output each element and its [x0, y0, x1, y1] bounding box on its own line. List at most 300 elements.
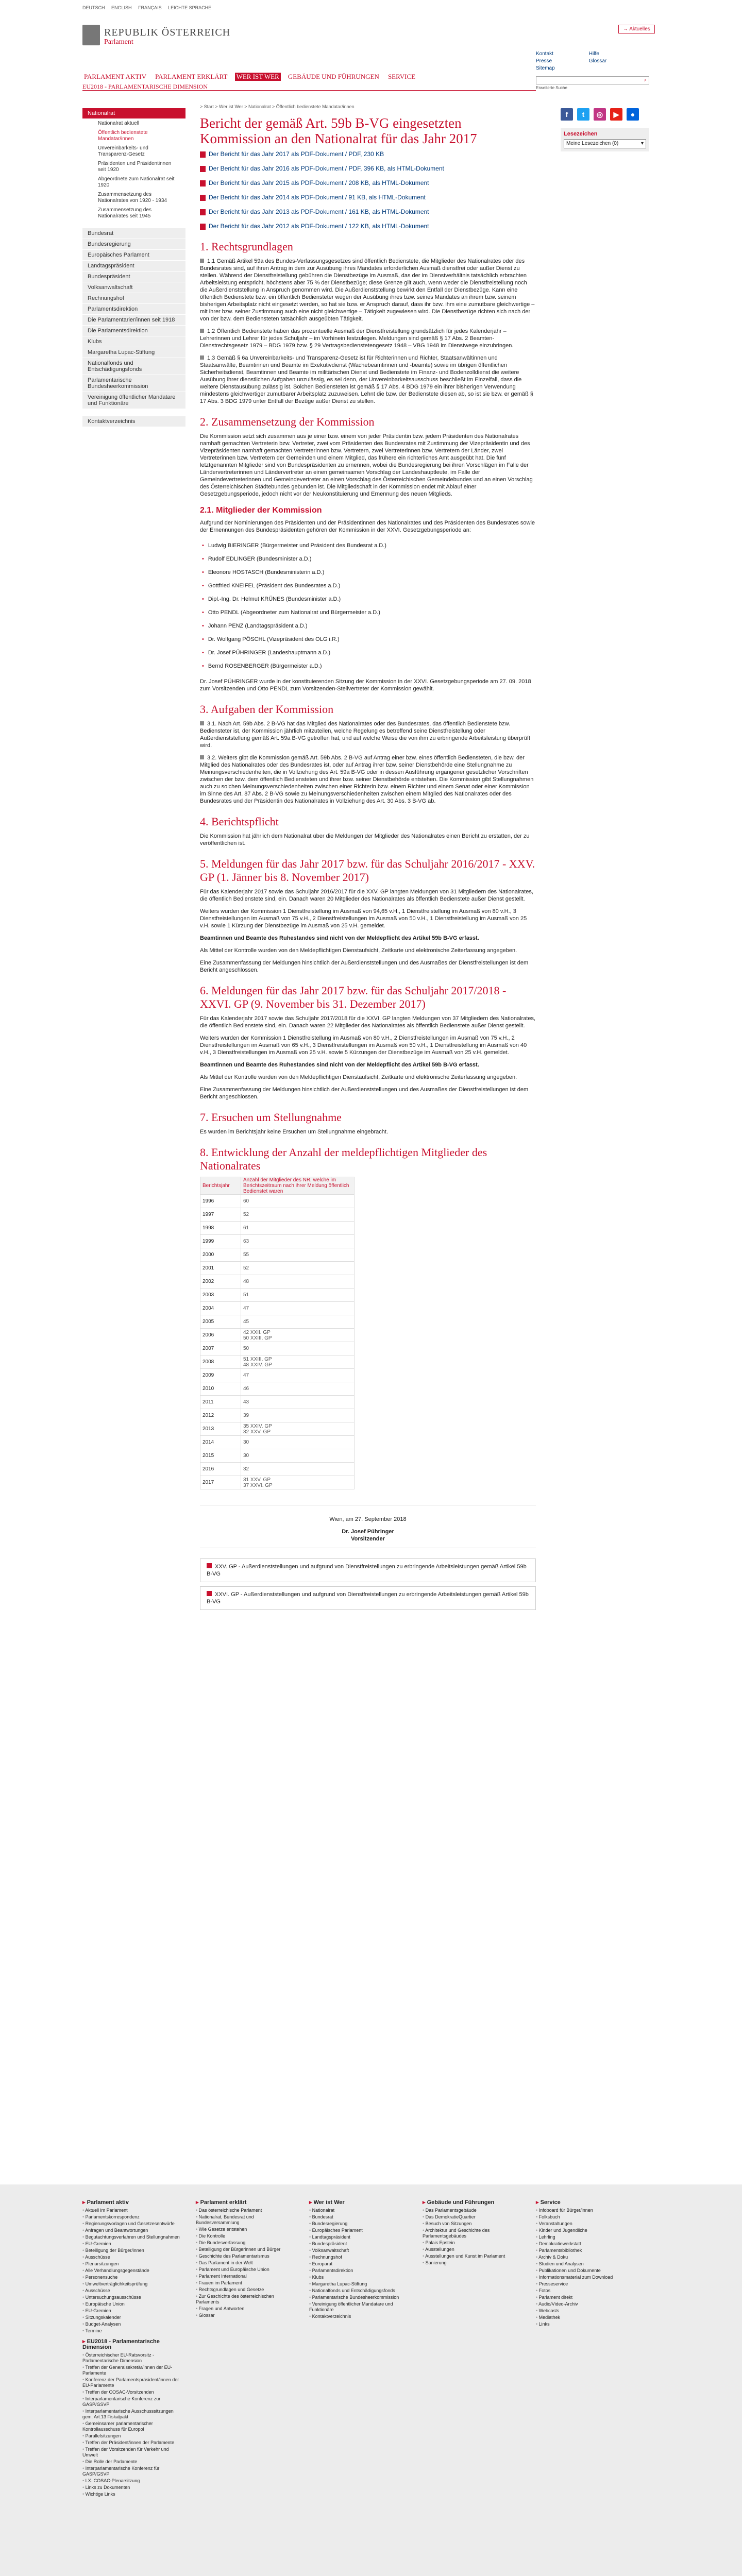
flickr-icon[interactable]: ●	[627, 108, 639, 121]
sidebar-item[interactable]: Nationalrat	[82, 108, 185, 119]
instagram-icon[interactable]: ◎	[594, 108, 606, 121]
pdf-icon	[200, 224, 206, 230]
lang-en[interactable]: ENGLISH	[111, 5, 132, 10]
paragraph: Als Mittel der Kontrolle wurden von den Meldepflichtigen Dienstaufsicht, Zeitkarte und elektronische Zeiterfassung angegeben.	[200, 1074, 517, 1080]
table-row	[200, 1222, 355, 1235]
footer-link[interactable]: • Kontaktverzeichnis	[309, 2314, 407, 2319]
sidebar-item[interactable]: Kontaktverzeichnis	[82, 416, 185, 427]
paragraph: Eine Zusammenfassung der Meldungen hinsichtlich der Außerdienststellungen und des Ausmaßes der Dienstfreistellungen ist dem Bericht angeschlossen.	[200, 1087, 529, 1100]
section-heading: 3. Aufgaben der Kommission	[200, 703, 334, 716]
footer-column	[82, 2200, 180, 2335]
footer-link[interactable]: • Parlament International	[196, 2274, 294, 2279]
sidebar	[82, 108, 185, 427]
footer-column-eu	[82, 2339, 180, 2498]
footer-link[interactable]: • LX. COSAC-Plenarsitzung	[82, 2478, 180, 2484]
footer-link[interactable]: • Personensuche	[82, 2275, 180, 2280]
sidebar-item[interactable]: Abgeordnete zum Nationalrat seit 1920	[98, 176, 175, 188]
footer-link[interactable]: • Treffen der Generalsekretär/innen der EU-Parlamente	[82, 2365, 180, 2376]
table-cell-count: 52	[241, 1208, 355, 1222]
table-cell-count: 52	[241, 1262, 355, 1275]
footer-link[interactable]: • Glossar	[196, 2313, 294, 2318]
sidebar-item[interactable]: Bundespräsident	[82, 272, 185, 282]
main-content	[200, 104, 536, 1614]
bullet-icon	[200, 355, 204, 360]
footer-link[interactable]: • Parallelsitzungen	[82, 2433, 180, 2439]
sidebar-item[interactable]: Parlamentsdirektion	[82, 304, 185, 315]
chevron-down-icon: ▾	[640, 141, 644, 146]
pdf-icon	[200, 166, 206, 172]
member-item: • Johann PENZ (Landtagspräsident a.D.)	[200, 619, 536, 633]
table-row	[200, 1195, 355, 1208]
footer-column	[196, 2200, 294, 2319]
footer-link[interactable]: • Rechnungshof	[309, 2255, 407, 2260]
table-cell-count: 48	[241, 1275, 355, 1289]
table-cell-year: 2013	[200, 1422, 241, 1436]
footer-link[interactable]: • Infoboard für Bürger/innen	[536, 2208, 634, 2213]
paragraph-1-2: 1.2 Öffentlich Bedienstete haben das prozentuelle Ausmaß der Dienstfreistellung grundsätzlich für jedes Kalenderjahr – Lehrerinnen und Lehrer für jedes Schuljahr – im Vorhinein festzulegen. Meldungen sind gemäß § 17 Abs. 2 Beamten-Dienstrechtsgesetz 1979 – BDG 1979 bzw. § 29 Vertragsbedienstetengesetz 1948 – VBG 1948 im Dienstwege einzubringen.	[200, 328, 514, 349]
table-cell-year: 2007	[200, 1342, 241, 1355]
section-heading: 8. Entwicklung der Anzahl der meldepflichtigen Mitglieder des Nationalrates	[200, 1146, 487, 1172]
footer-link[interactable]: • Links	[536, 2321, 634, 2327]
document-link[interactable]: Der Bericht für das Jahr 2017 als PDF-Dokument / PDF, 230 KB	[200, 150, 536, 158]
aktuelles-label: Aktuelles	[629, 26, 650, 32]
footer-link[interactable]: • Treffen der COSAC-Vorsitzenden	[82, 2389, 180, 2395]
member-item: • Eleonore HOSTASCH (Bundesministerin a.D.)	[200, 566, 536, 579]
logo-line2: Parlament	[104, 38, 133, 46]
paragraph: Es wurden im Berichtsjahr keine Ersuchen um Stellungnahme eingebracht.	[200, 1129, 389, 1135]
footer-link[interactable]: • Vereinigung öffentlicher Mandatare und Funktionäre	[309, 2301, 407, 2313]
footer-link[interactable]: • Parlamentskorrespondenz	[82, 2214, 180, 2220]
footer-link[interactable]: • Das Parlamentsgebäude	[423, 2208, 520, 2213]
footer-link[interactable]: • Audio/Video-Archiv	[536, 2301, 634, 2307]
table-cell-year: 1999	[200, 1235, 241, 1248]
table-cell-year: 2010	[200, 1382, 241, 1396]
table-cell-count: 32	[241, 1463, 355, 1476]
footer	[0, 2184, 742, 2576]
paragraph: Beamtinnen und Beamte des Ruhestandes sind nicht von der Meldepflicht des Artikel 59b B-VG erfasst.	[200, 935, 479, 941]
footer-link[interactable]: • Konferenz der Parlamentspräsident/innen der EU-Parlamente	[82, 2377, 180, 2388]
link-glossar[interactable]: Glossar	[588, 58, 607, 64]
link-sitemap[interactable]: Sitemap	[536, 65, 555, 71]
footer-heading[interactable]: ▸ Service	[536, 2200, 634, 2206]
footer-link[interactable]: • Margaretha Lupac-Stiftung	[309, 2281, 407, 2287]
document-link[interactable]: Der Bericht für das Jahr 2012 als PDF-Dokument / 122 KB, als HTML-Dokument	[200, 223, 536, 230]
footer-link[interactable]: • Untersuchungsausschüsse	[82, 2295, 180, 2300]
document-link[interactable]: Der Bericht für das Jahr 2016 als PDF-Dokument / PDF, 396 KB, als HTML-Dokument	[200, 165, 536, 172]
section-heading: 1. Rechtsgrundlagen	[200, 240, 293, 253]
pdf-icon	[200, 195, 206, 201]
table-cell-year: 2016	[200, 1463, 241, 1476]
footer-link[interactable]: • Europäische Union	[82, 2301, 180, 2307]
footer-link[interactable]: • Ausschüsse	[82, 2255, 180, 2260]
bullet-icon	[200, 259, 204, 263]
table-cell-year: 1997	[200, 1208, 241, 1222]
table-cell-year: 2000	[200, 1248, 241, 1262]
table-row	[200, 1422, 355, 1436]
table-cell-year: 2008	[200, 1355, 241, 1369]
table-cell-count: 45	[241, 1315, 355, 1329]
sidebar-item[interactable]: Nationalrat aktuell	[98, 121, 140, 126]
main-nav	[82, 73, 649, 81]
paragraph: Aufgrund der Nominierungen des Präsidenten und der Präsidentinnen des Nationalrates und des Präsidenten des Bundesrates sowie der Ernennungen des Bundespräsidenten gehören der Kommission in der XXVI. Gesetzgebungsperiode an:	[200, 520, 535, 533]
document-links	[200, 150, 536, 230]
footer-link[interactable]: • Parlamentsdirektion	[309, 2268, 407, 2274]
link-kontakt[interactable]: Kontakt	[536, 51, 553, 57]
paragraph: Weiters wurden der Kommission 1 Dienstfreistellung im Ausmaß von 80 v.H., 2 Dienstfreistellungen im Ausmaß von 75 v.H., 2 Dienstfreistellungen im Ausmaß von 65 v.H., 3 Dienstfreistellungen im Ausmaß von 50 v.H., 1 Dienstfreistellung im Ausmaß von 40 v.H., 3 Dienstfreistellungen im Ausmaß von 25 v.H. sowie 5 Kürzungen der Dienstbezüge im Ausmaß von 25 v.H. gemeldet.	[200, 1035, 527, 1056]
footer-link[interactable]: • Sitzungskalender	[82, 2315, 180, 2320]
footer-column	[536, 2200, 634, 2328]
footer-link[interactable]: • Anfragen und Beantwortungen	[82, 2228, 180, 2233]
table-cell-count: 46	[241, 1382, 355, 1396]
nav-service[interactable]: SERVICE	[387, 73, 416, 80]
footer-link[interactable]: • Europäisches Parlament	[309, 2228, 407, 2233]
section-heading: 7. Ersuchen um Stellungnahme	[200, 1111, 342, 1124]
footer-link[interactable]: • Nationalrat, Bundesrat und Bundesversammlung	[196, 2214, 294, 2226]
footer-link[interactable]: • Lehrling	[536, 2234, 634, 2240]
table-row	[200, 1382, 355, 1396]
footer-link[interactable]: • Publikationen und Dokumente	[536, 2268, 634, 2274]
table-cell-year: 2017	[200, 1476, 241, 1489]
footer-link[interactable]: • Zur Geschichte des österreichischen Parlaments	[196, 2294, 294, 2305]
sidebar-item[interactable]: Zusammensetzung des Nationalrates seit 1945	[98, 207, 151, 219]
paragraph: Für das Kalenderjahr 2017 sowie das Schuljahr 2017/2018 für die XXVI. GP langten Meldungen von 37 Mitgliedern des Nationalrates, die öffentlich Bedienstete sind, ein. Danach waren 22 Mitglieder des Nationalrates als öffentlich Bedienstete außer Dienst gestellt.	[200, 1015, 536, 1029]
pdf-icon	[200, 209, 206, 215]
footer-link[interactable]: • Fotos	[536, 2288, 634, 2294]
table-row	[200, 1208, 355, 1222]
section-heading: 4. Berichtspflicht	[200, 815, 279, 828]
table-cell-count: 43	[241, 1396, 355, 1409]
pdf-icon	[200, 180, 206, 187]
document-link[interactable]: Der Bericht für das Jahr 2014 als PDF-Dokument / 91 KB, als HTML-Dokument	[200, 194, 536, 201]
member-item: • Bernd ROSENBERGER (Bürgermeister a.D.)	[200, 659, 536, 673]
sidebar-item[interactable]: Rechnungshof	[82, 293, 185, 304]
sidebar-item[interactable]: Bundesregierung	[82, 239, 185, 250]
sidebar-item[interactable]: Landtagspräsident	[82, 261, 185, 272]
footer-link[interactable]: • Beteiligung der Bürgerinnen und Bürger	[196, 2247, 294, 2252]
sidebar-gap	[82, 409, 185, 416]
table-cell-year: 2009	[200, 1369, 241, 1382]
lang-de[interactable]: DEUTSCH	[82, 5, 105, 10]
footer-link[interactable]: • Das Parlament in der Welt	[196, 2260, 294, 2266]
footer-link[interactable]: • Das DemokratieQuartier	[423, 2214, 520, 2220]
table-cell-year: 1996	[200, 1195, 241, 1208]
footer-link[interactable]: • Ausstellungen und Kunst im Parlament	[423, 2253, 520, 2259]
footer-link[interactable]: • Veranstaltungen	[536, 2221, 634, 2227]
member-item: • Gottfried KNEIFEL (Präsident des Bundesrates a.D.)	[200, 579, 536, 592]
logo[interactable]	[82, 25, 237, 47]
language-bar	[82, 5, 649, 12]
sidebar-item[interactable]: Vereinigung öffentlicher Mandatare und Funktionäre	[82, 392, 185, 409]
table-cell-count: 47	[241, 1302, 355, 1315]
footer-link[interactable]: • Alle Verhandlungsgegenstände	[82, 2268, 180, 2274]
footer-link[interactable]: • Nationalrat	[309, 2208, 407, 2213]
paragraph-3-2: 3.2. Weiters gibt die Kommission gemäß Art. 59b Abs. 2 B-VG auf Antrag einer bzw. eines öffentlich Bediensteten, die bzw. der Mitglied des Nationalrates oder des Bundesrates ist, oder auf Antrag ihrer bzw. seiner Dienstbehörde eine Stellungnahme zu Meinungsverschiedenheiten, die in Vollziehung des Art. 59a B-VG oder in dessen Ausführung ergangener gesetzlicher Vorschriften zwischen der bzw. dem öffentlich Bediensteten und ihrer bzw. seiner Dienstbehörde entstehen. Die Kommission gibt Stellungnahmen auch zu solchen Meinungsverschiedenheiten zwischen einer Richterin bzw. einem Richter und einem Senat oder einer Kommission im Sinne des Art. 87 Abs. 2 B-VG sowie zu Meinungsverschiedenheiten zwischen einem Mitglied des Nationalrates oder des Bundesrates und der Präsidentin des Nationalrates in Vollziehung des Art. 30 Abs. 3 B-VG ab.	[200, 755, 534, 804]
related-link[interactable]: XXVI. GP - Außerdienststellungen und aufgrund von Dienstfreistellungen zu erbringende Arbeitsleistungen gemäß Artikel 59b B-VG	[200, 1586, 536, 1610]
document-icon	[207, 1591, 212, 1596]
footer-link[interactable]: • EU-Gremien	[82, 2308, 180, 2314]
footer-link[interactable]: • Treffen der Präsident/innen der Parlamente	[82, 2440, 180, 2446]
footer-link[interactable]: • Budget-Analysen	[82, 2321, 180, 2327]
signature-place-date: Wien, am 27. September 2018	[329, 1516, 407, 1522]
table-cell-count: 35 XXIV. GP 32 XXV. GP	[241, 1422, 355, 1436]
footer-link[interactable]: • Regierungsvorlagen und Gesetzesentwürfe	[82, 2221, 180, 2227]
footer-link[interactable]: • Webcasts	[536, 2308, 634, 2314]
table-row	[200, 1463, 355, 1476]
bullet-icon	[200, 329, 204, 333]
aktuelles-button[interactable]	[618, 25, 655, 33]
footer-link[interactable]: • Rechtsgrundlagen und Gesetze	[196, 2287, 294, 2293]
table-cell-year: 2004	[200, 1302, 241, 1315]
footer-link[interactable]: • Fragen und Antworten	[196, 2306, 294, 2312]
lang-fr[interactable]: FRANÇAIS	[138, 5, 162, 10]
footer-link[interactable]: • Gemeinsamer parlamentarischer Kontrollausschuss für Europol	[82, 2421, 180, 2432]
arrow-icon: →	[623, 26, 630, 32]
table-cell-year: 2003	[200, 1289, 241, 1302]
eagle-icon	[82, 25, 100, 45]
table-cell-count: 39	[241, 1409, 355, 1422]
link-presse[interactable]: Presse	[536, 58, 552, 64]
footer-link[interactable]: • Archiv & Doku	[536, 2255, 634, 2260]
footer-link[interactable]: • Presseservice	[536, 2281, 634, 2287]
signature-name: Dr. Josef Pühringer	[342, 1529, 394, 1535]
footer-link[interactable]: • Plenarsitzungen	[82, 2261, 180, 2267]
logo-line1: REPUBLIK ÖSTERREICH	[104, 27, 231, 38]
footer-heading[interactable]: ▸ EU2018 - Parlamentarische Dimension	[82, 2339, 180, 2350]
sidebar-item[interactable]: Bundesrat	[82, 228, 185, 239]
sidebar-item[interactable]: Öffentlich bedienstete Mandatar/innen	[98, 130, 148, 142]
table-row	[200, 1409, 355, 1422]
table-row	[200, 1248, 355, 1262]
bullet-icon	[200, 755, 204, 759]
document-icon	[207, 1563, 212, 1568]
table-row	[200, 1302, 355, 1315]
footer-link[interactable]: • Landtagspräsident	[309, 2234, 407, 2240]
sidebar-item[interactable]: Volksanwaltschaft	[82, 282, 185, 293]
table-cell-year: 2014	[200, 1436, 241, 1449]
sidebar-item[interactable]: Die Parlamentarier/innen seit 1918	[82, 315, 185, 326]
paragraph: Für das Kalenderjahr 2017 sowie das Schuljahr 2016/2017 für die XXV. GP langten Meldungen von 31 Mitgliedern des Nationalrates, die öffentlich Bedienstete sind, ein. Danach waren 20 Mitglieder des Nationalrates als öffentlich Bedienstete außer Dienst gestellt.	[200, 889, 533, 902]
search-icon: ⌕	[644, 77, 647, 82]
footer-link[interactable]: • Links zu Dokumenten	[82, 2485, 180, 2490]
twitter-icon[interactable]: t	[577, 108, 589, 121]
table-row	[200, 1329, 355, 1342]
footer-link[interactable]: • Folksbuch	[536, 2214, 634, 2220]
member-item: • Dr. Wolfgang PÖSCHL (Vizepräsident des OLG i.R.)	[200, 633, 536, 646]
table-cell-count: 47	[241, 1369, 355, 1382]
table-row	[200, 1235, 355, 1248]
nav-eu2018[interactable]: EU2018 - PARLAMENTARISCHE DIMENSION	[82, 83, 536, 91]
footer-link[interactable]: • Das österreichische Parlament	[196, 2208, 294, 2213]
facebook-icon[interactable]: f	[561, 108, 573, 121]
table-row	[200, 1289, 355, 1302]
table-cell-count: 30	[241, 1436, 355, 1449]
sidebar-item[interactable]: Europäisches Parlament	[82, 250, 185, 261]
table-cell-year: 2001	[200, 1262, 241, 1275]
bookmarks-label: Lesezeichen	[564, 131, 598, 137]
paragraph-1-3: 1.3 Gemäß § 6a Unvereinbarkeits- und Transparenz-Gesetz ist für Richterinnen und Richter, Staatsanwältinnen und Staatsanwälte, Beamtinnen und Beamte im Exekutivdienst (Wachebeamtinnen und -beamte) sowie im übrigen öffentlichen Sicherheitsdienst, Beamtinnen und Beamte im militärischen Dienst und Bedienstete im Finanz- und Bodenzolldienst die weitere Ausübung ihrer dienstlichen Aufgaben unzulässig, es sei denn, der Unvereinbarkeitsausschuss beschließt im Einzelfall, dass die weitere Dienstausübung zulässig ist. Solchen Bediensteten ist gemäß § 17 Abs. 4 BDG 1979 ein ihrer bisherigen Verwendung mindestens gleichwertiger zumutbarer Arbeitsplatz zuzuweisen. Lehnt die bzw. der Bedienstete diesen ab, so ist sie bzw. er gemäß § 17 Abs. 3 BDG 1979 unter Entfall der Bezüge außer Dienst zu stellen.	[200, 355, 533, 404]
footer-heading[interactable]: ▸ Wer ist Wer	[309, 2200, 407, 2206]
table-row	[200, 1436, 355, 1449]
advanced-search-link[interactable]: Erweiterte Suche	[536, 86, 567, 90]
sidebar-item[interactable]: Die Parlamentsdirektion	[82, 326, 185, 336]
bookmarks-box	[561, 128, 649, 151]
footer-link[interactable]: • Geschichte des Parlamentarismus	[196, 2253, 294, 2259]
sidebar-item[interactable]: Unvereinbarkeits- und Transparenz-Gesetz	[98, 145, 148, 157]
related-link[interactable]: XXV. GP - Außerdienststellungen und aufgrund von Dienstfreistellungen zu erbringende Arbeitsleistungen gemäß Artikel 59b B-VG	[200, 1558, 536, 1582]
table-cell-count: 61	[241, 1222, 355, 1235]
paragraph: Dr. Josef PÜHRINGER wurde in der konstituierenden Sitzung der Kommission in der XXVI. Gesetzgebungsperiode am 27. 09. 2018 zum Vorsitzenden und Otto PENDL zum Vorsitzenden-Stellvertreter der Kommission gewählt.	[200, 679, 531, 692]
table-cell-year: 2005	[200, 1315, 241, 1329]
members-list	[200, 539, 536, 673]
right-column	[561, 108, 649, 151]
sidebar-item[interactable]: Parlamentarische Bundesheerkommission	[82, 375, 185, 392]
signature-role: Vorsitzender	[351, 1536, 385, 1542]
footer-link[interactable]: • Besuch von Sitzungen	[423, 2221, 520, 2227]
footer-link[interactable]: • Begutachtungsverfahren und Stellungnahmen	[82, 2234, 180, 2240]
footer-link[interactable]: • Bundesregierung	[309, 2221, 407, 2227]
section-heading: 6. Meldungen für das Jahr 2017 bzw. für das Schuljahr 2017/2018 - XXVI. GP (9. November bis 31. Dezember 2017)	[200, 984, 507, 1010]
paragraph-3-1: 3.1. Nach Art. 59b Abs. 2 B-VG hat das Mitglied des Nationalrates oder des Bundesrates, das öffentlich Bedienstete bzw. Bediensteter ist, der Kommission jährlich mitzuteilen, welche Regelung es betreffend seine Dienstfreistellung oder Außerdienststellung gemäß Art. 59a B-VG getroffen hat, und auf welche Weise die von ihm zu erbringende Arbeitsleistung überprüft wird.	[200, 721, 531, 749]
link-hilfe[interactable]: Hilfe	[588, 51, 599, 57]
table-cell-year: 1998	[200, 1222, 241, 1235]
footer-link[interactable]: • Beteiligung der Bürger/innen	[82, 2248, 180, 2253]
footer-link[interactable]: • Interparlamentarische Konferenz zur GASP/GSVP	[82, 2396, 180, 2408]
section-heading: 5. Meldungen für das Jahr 2017 bzw. für das Schuljahr 2016/2017 - XXV. GP (1. Jänner bis 8. November 2017)	[200, 857, 535, 884]
nav-parlament-erklaert[interactable]: PARLAMENT ERKLÄRT	[155, 73, 228, 80]
footer-link[interactable]: • EU-Gremien	[82, 2241, 180, 2247]
table-cell-count: 51 XXIII. GP 48 XXIV. GP	[241, 1355, 355, 1369]
footer-link[interactable]: • Volksanwaltschaft	[309, 2248, 407, 2253]
footer-link[interactable]: • Aktuell im Parlament	[82, 2208, 180, 2213]
sidebar-item[interactable]: Zusammensetzung des Nationalrates von 1920 - 1934	[98, 192, 167, 204]
table-row	[200, 1342, 355, 1355]
footer-link[interactable]: • Informationsmaterial zum Download	[536, 2275, 634, 2280]
social-links	[561, 108, 649, 121]
table-header: Berichtsjahr	[200, 1177, 241, 1195]
paragraph: Eine Zusammenfassung der Meldungen hinsichtlich der Außerdienststellungen und des Ausmaßes der Dienstfreistellungen ist dem Bericht angeschlossen.	[200, 960, 529, 973]
footer-heading[interactable]: ▸ Gebäude und Führungen	[423, 2200, 520, 2206]
footer-link[interactable]: • Die Rolle der Parlamente	[82, 2459, 180, 2465]
paragraph: Weiters wurden der Kommission 1 Dienstfreistellung im Ausmaß von 94,65 v.H., 1 Dienstfreistellung im Ausmaß von 80 v.H., 3 Dienstfreistellungen im Ausmaß von 75 v.H., 2 Dienstfreistellungen im Ausmaß von 50 v.H., 1 Dienstfreistellung im Ausmaß von 25 v.H. sowie 1 Kürzung der Dienstbezüge im Ausmaß von 25 v.H. gemeldet.	[200, 908, 527, 929]
bullet-icon	[200, 721, 204, 725]
youtube-icon[interactable]: ▶	[610, 108, 622, 121]
footer-column	[309, 2200, 407, 2320]
table-row	[200, 1315, 355, 1329]
nav-gebaeude[interactable]: GEBÄUDE UND FÜHRUNGEN	[288, 73, 379, 80]
table-cell-count: 60	[241, 1195, 355, 1208]
sidebar-item[interactable]: Präsidenten und Präsidentinnen seit 1920	[98, 161, 172, 173]
footer-link[interactable]: • Parlamentarische Bundesheerkommission	[309, 2295, 407, 2300]
footer-link[interactable]: • Nationalfonds und Entschädigungsfonds	[309, 2288, 407, 2294]
footer-link[interactable]: • Parlamentsbibliothek	[536, 2248, 634, 2253]
sidebar-item[interactable]: Klubs	[82, 336, 185, 347]
table-row	[200, 1476, 355, 1489]
nav-wer-ist-wer[interactable]: WER IST WER	[235, 73, 281, 81]
footer-link[interactable]: • Umweltverträglichkeitsprüfung	[82, 2281, 180, 2287]
footer-link[interactable]: • Österreichischer EU-Ratsvorsitz - Parlamentarische Dimension	[82, 2352, 180, 2364]
table-cell-year: 2015	[200, 1449, 241, 1463]
footer-link[interactable]: • Interparlamentarische Konferenz für GASP/GSVP	[82, 2466, 180, 2477]
table-cell-count: 50	[241, 1342, 355, 1355]
footer-link[interactable]: • Kinder und Jugendliche	[536, 2228, 634, 2233]
table-cell-count: 55	[241, 1248, 355, 1262]
page-title: Bericht der gemäß Art. 59b B-VG eingesetzten Kommission an den Nationalrat für das Jahr 2017	[200, 115, 477, 146]
member-item: • Rudolf EDLINGER (Bundesminister a.D.)	[200, 552, 536, 566]
footer-link[interactable]: • Architektur und Geschichte des Parlamentsgebäudes	[423, 2228, 520, 2239]
footer-link[interactable]: • Treffen der Vorsitzenden für Verkehr und Umwelt	[82, 2447, 180, 2458]
footer-link[interactable]: • Termine	[82, 2328, 180, 2334]
table-row	[200, 1275, 355, 1289]
footer-link[interactable]: • Bundesrat	[309, 2214, 407, 2220]
sidebar-gap	[82, 221, 185, 228]
footer-link[interactable]: • Die Kontrolle	[196, 2233, 294, 2239]
paragraph-1-1: 1.1 Gemäß Artikel 59a des Bundes-Verfassungsgesetzes sind öffentlich Bedienstete, die Mitglieder des Nationalrates oder des Bundesrates sind, auf ihren Antrag in dem zur Ausübung ihres Mandates erforderlichen Ausmaß dienstfrei oder außer Dienst zu stellen. Während der Dienstfreistellung gebühren die Dienstbezüge im Ausmaß, das der im Dienstverhältnis tatsächlich erbrachten Arbeitsleistung entspricht, höchstens aber 75 % der Dienstbezüge; diese Grenze gilt auch, wenn weder die Dienstfreistellung noch die Außerdienststellung in Anspruch genommen wird. Die Außerdienststellung bewirkt den Entfall der Dienstbezüge. Kann eine öffentlich Bedienstete bzw. ein öffentlich Bediensteter wegen der Ausübung ihres bzw. seines Mandates an ihrem bzw. seinem bisherigen Arbeitsplatz nicht eingesetzt werden, so hat sie bzw. er Anspruch darauf, dass ihr bzw. ihm eine zumutbare gleichwertige – mit ihrer bzw. seiner Zustimmung auch eine nicht gleichwertige – Tätigkeit zugewiesen wird. Die Dienstbezüge richten sich nach der von der bzw. dem Bediensteten tatsächlich ausgeübten Tätigkeit.	[200, 258, 535, 322]
document-link[interactable]: Der Bericht für das Jahr 2015 als PDF-Dokument / 208 KB, als HTML-Dokument	[200, 179, 536, 187]
sidebar-item[interactable]: Margaretha Lupac-Stiftung	[82, 347, 185, 358]
footer-link[interactable]: • Parlament direkt	[536, 2295, 634, 2300]
bookmarks-select[interactable]: Meine Lesezeichen (0) ▾	[564, 139, 646, 148]
footer-link[interactable]: • Parlament und Europäische Union	[196, 2267, 294, 2273]
table-header: Anzahl der Mitglieder des NR, welche im Berichtszeitraum nach ihrer Meldung öffentlich Bedienstet waren	[241, 1177, 355, 1195]
pdf-icon	[200, 151, 206, 158]
footer-link[interactable]: • Demokratiewerkstatt	[536, 2241, 634, 2247]
table-cell-year: 2002	[200, 1275, 241, 1289]
footer-link[interactable]: • Europarat	[309, 2261, 407, 2267]
paragraph: Die Kommission hat jährlich dem Nationalrat über die Meldungen der Mitglieder des Nationalrates einen Bericht zu erstatten, der zu veröffentlichen ist.	[200, 833, 530, 846]
table-cell-year: 2006	[200, 1329, 241, 1342]
footer-link[interactable]: • Frauen im Parlament	[196, 2280, 294, 2286]
table-cell-count: 63	[241, 1235, 355, 1248]
table-cell-count: 42 XXII. GP 50 XXIII. GP	[241, 1329, 355, 1342]
footer-link[interactable]: • Interparlamentarische Ausschusssitzungen gem. Art.13 Fiskalpakt	[82, 2409, 180, 2420]
footer-link[interactable]: • Mediathek	[536, 2315, 634, 2320]
footer-link[interactable]: • Sanierung	[423, 2260, 520, 2266]
footer-link[interactable]: • Die Bundesverfassung	[196, 2240, 294, 2246]
footer-link[interactable]: • Ausstellungen	[423, 2247, 520, 2252]
table-cell-count: 51	[241, 1289, 355, 1302]
table-cell-year: 2012	[200, 1409, 241, 1422]
table-cell-count: 31 XXV. GP 37 XXVI. GP	[241, 1476, 355, 1489]
member-item: • Otto PENDL (Abgeordneter zum Nationalrat und Bürgermeister a.D.)	[200, 606, 536, 619]
lang-easy[interactable]: LEICHTE SPRACHE	[168, 5, 212, 10]
table-cell-count: 30	[241, 1449, 355, 1463]
nav-parlament-aktiv[interactable]: PARLAMENT AKTIV	[84, 73, 146, 80]
paragraph: Als Mittel der Kontrolle wurden von den Meldepflichtigen Dienstaufsicht, Zeitkarte und elektronische Zeiterfassung angegeben.	[200, 947, 517, 954]
breadcrumb[interactable]: > Start > Wer ist Wer > Nationalrat > Öffentlich bedienstete Mandatar/innen	[200, 104, 355, 109]
header-links	[536, 50, 640, 72]
member-item: • Ludwig BIERINGER (Bürgermeister und Präsident des Bundesrat a.D.)	[200, 539, 536, 552]
footer-link[interactable]: • Wichtige Links	[82, 2492, 180, 2497]
footer-link[interactable]: • Palais Epstein	[423, 2240, 520, 2246]
document-link[interactable]: Der Bericht für das Jahr 2013 als PDF-Dokument / 161 KB, als HTML-Dokument	[200, 208, 536, 215]
sidebar-item[interactable]: Nationalfonds und Entschädigungsfonds	[82, 358, 185, 375]
footer-link[interactable]: • Bundespräsident	[309, 2241, 407, 2247]
footer-link[interactable]: • Klubs	[309, 2275, 407, 2280]
footer-link[interactable]: • Ausschüsse	[82, 2288, 180, 2294]
footer-link[interactable]: • Wie Gesetze entstehen	[196, 2227, 294, 2232]
footer-link[interactable]: • Studien und Analysen	[536, 2261, 634, 2267]
footer-heading[interactable]: ▸ Parlament erklärt	[196, 2200, 294, 2206]
table-row	[200, 1449, 355, 1463]
footer-column	[423, 2200, 520, 2267]
paragraph: Die Kommission setzt sich zusammen aus je einer bzw. einem von jeder Präsidentin bzw. jedem Präsidenten des Nationalrates namhaft gemachten Vertreterin bzw. Vertreter, zwei vom Präsidenten des Bundesrates mit Zustimmung der Vizepräsidentin und des Vizepräsidenten namhaft gemachten Vertreterinnen bzw. Vertretern, zwei Vertreterinnen bzw. Vertretern der Länder, zwei Vertreterinnen bzw. Vertretern der Gemeinden und einem Mitglied, das frühere ein richterliches Amt ausgeübt hat. Die fünf letztgenannten Mitglieder sind von Bundespräsidenten zu ernennen, wobei die Bundesregierung bei ihren Vorschlägen im Falle der Ländervertreterinnen und Ländervertreter an einen gemeinsamen Vorschlag der Landeshauptleute, im Falle der Gemeindevertreterinnen und Gemeindevertreter an einen Vorschlag des Österreichischen Gemeindebundes und an einen Vorschlag des Österreichischen Städtebundes gebunden ist. Die Mitgliedschaft in der Kommission endet mit Ablauf einer Gesetzgebungsperiode, jedoch nicht vor der Neukonstituierung und Ernennung des neuen Mitglieds.	[200, 433, 533, 497]
member-item: • Dipl.-Ing. Dr. Helmut KRÜNES (Bundesminister a.D.)	[200, 592, 536, 606]
table-row	[200, 1355, 355, 1369]
table-row	[200, 1396, 355, 1409]
members-table	[200, 1177, 355, 1489]
footer-heading[interactable]: ▸ Parlament aktiv	[82, 2200, 180, 2206]
table-row	[200, 1369, 355, 1382]
